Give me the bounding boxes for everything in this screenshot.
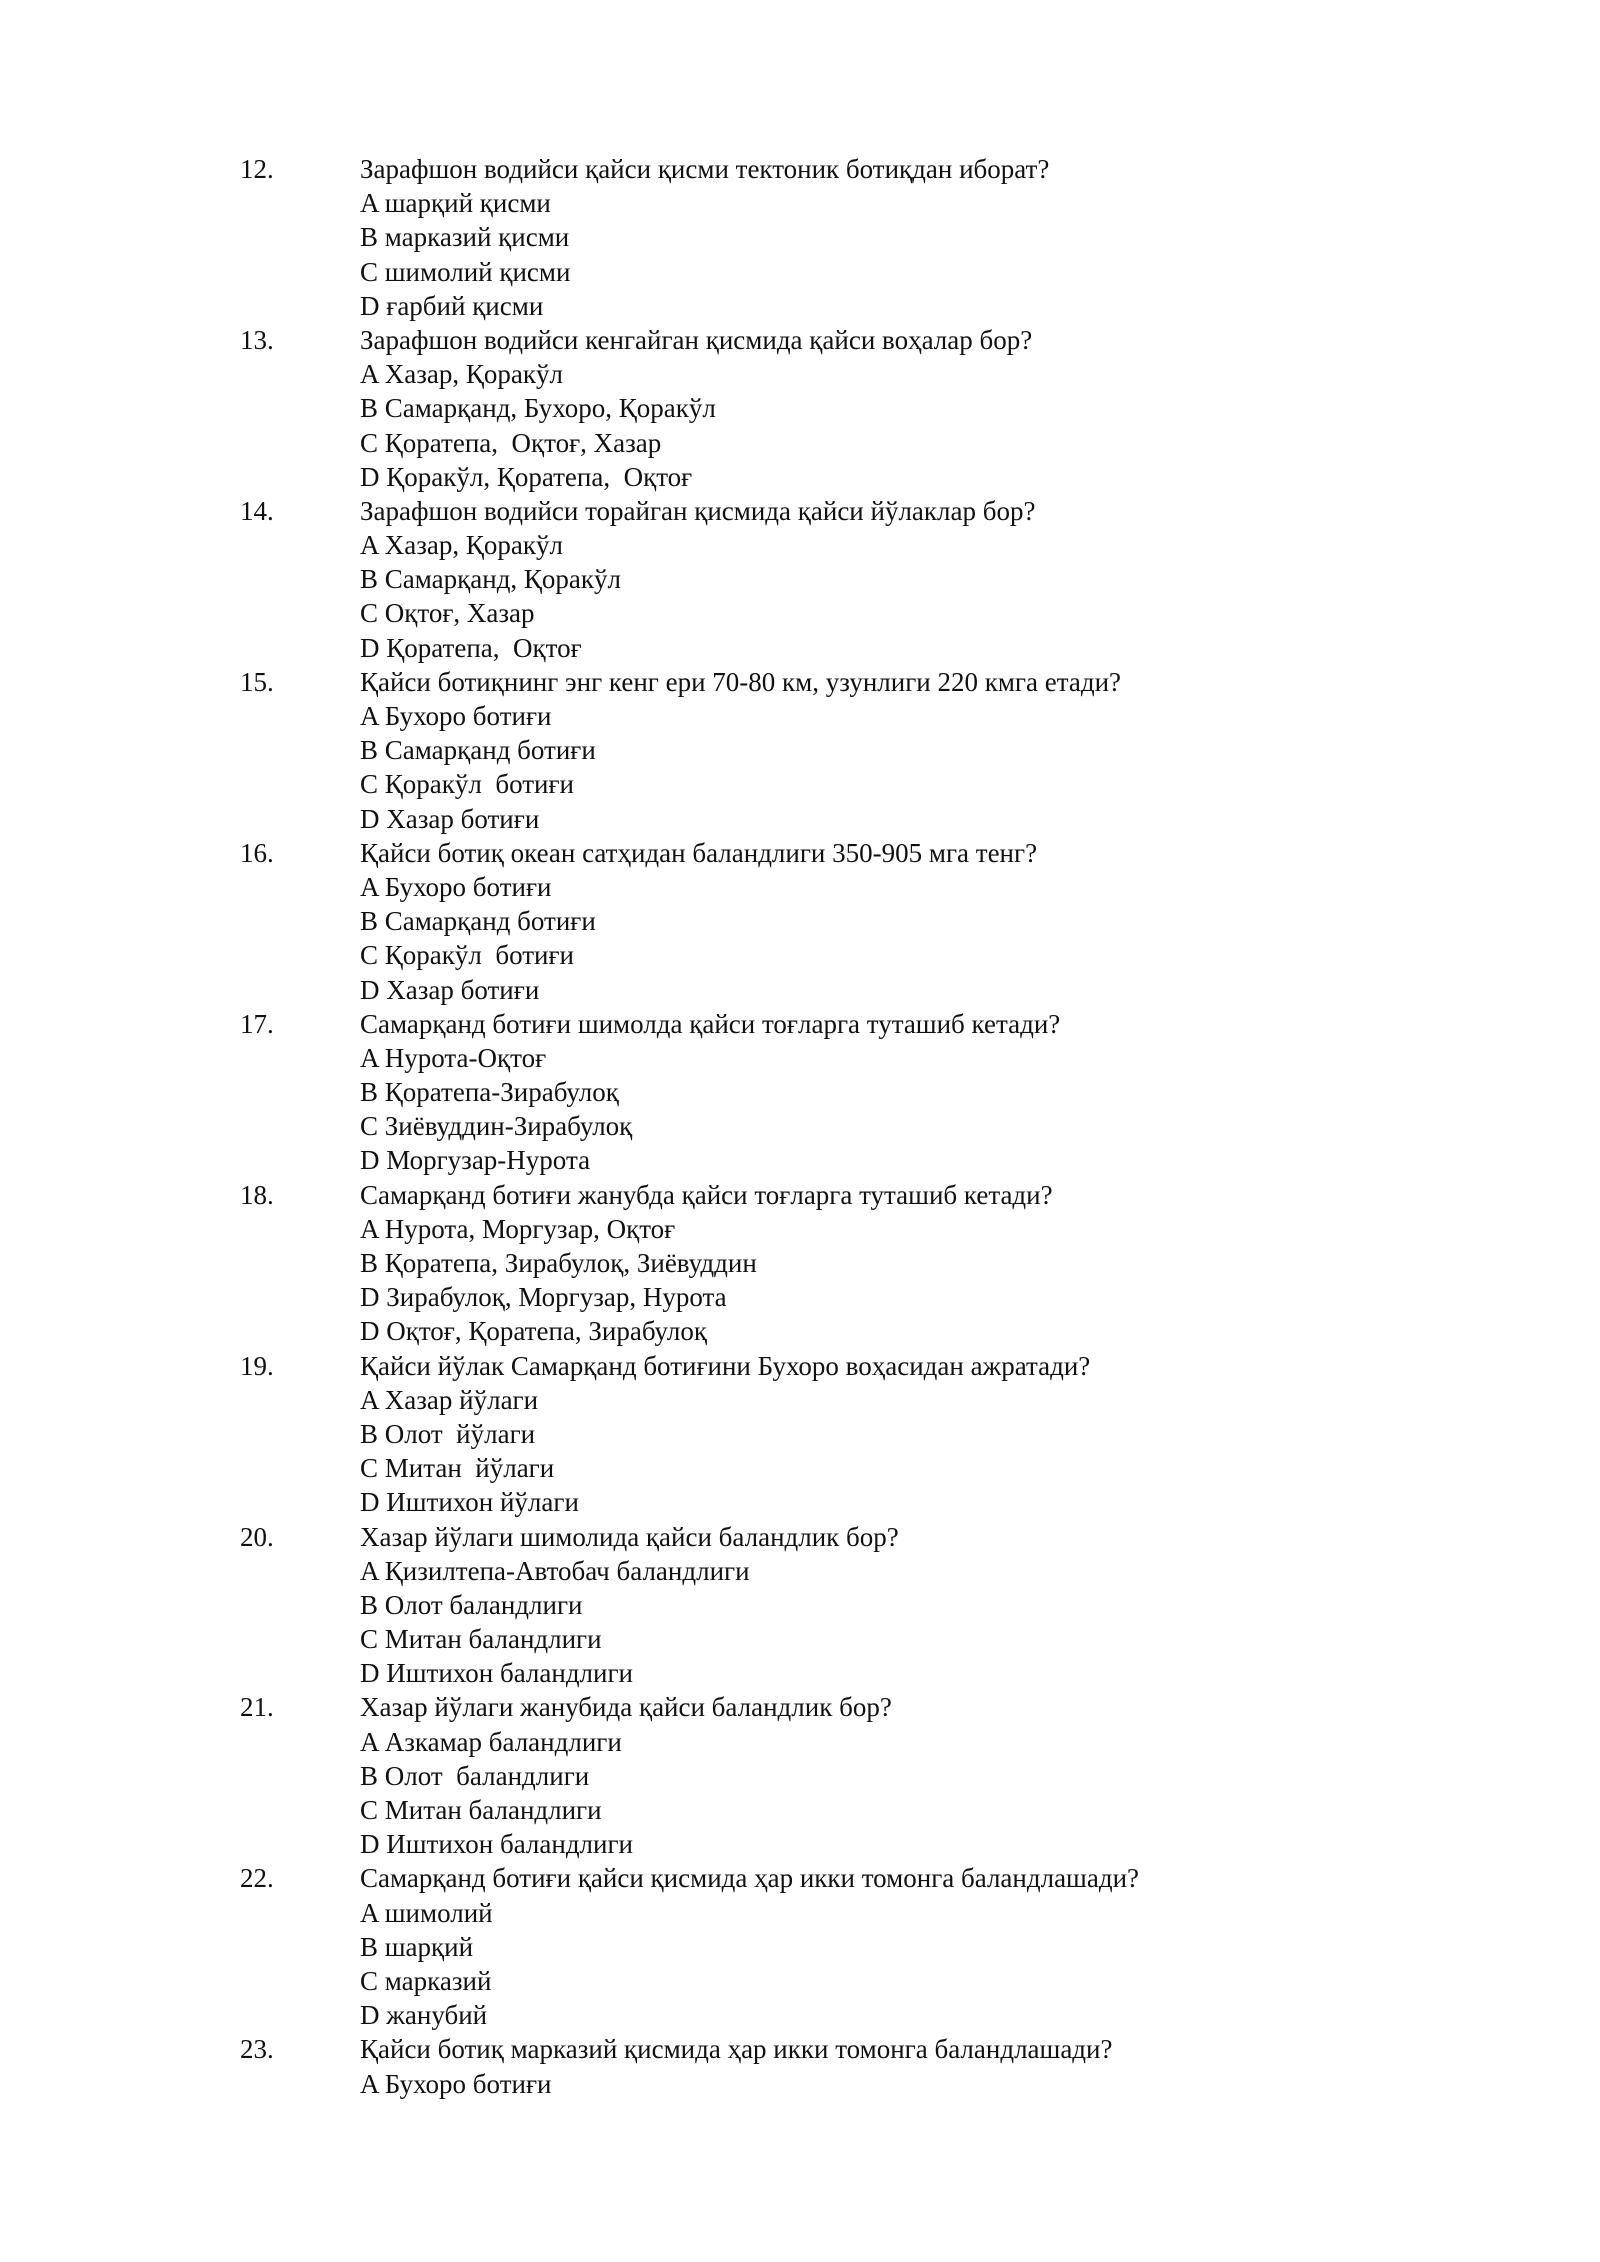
answer-options bbox=[240, 1554, 1420, 1691]
answer-option: A Бухоро ботиғи bbox=[360, 871, 552, 902]
question-text: Самарқанд ботиғи қайси қисмида ҳар икки томонга баландлашади? bbox=[360, 1863, 1140, 1894]
question-number: 21. bbox=[240, 1692, 274, 1723]
question-text: Қайси ботиқ океан сатҳидан баландлиги 350-905 мга тенг? bbox=[360, 837, 1038, 868]
answer-option: A Бухоро ботиғи bbox=[360, 701, 552, 731]
question-item bbox=[240, 1690, 1420, 1861]
question-item bbox=[240, 152, 1420, 323]
question-line bbox=[240, 665, 1420, 699]
question-item bbox=[240, 1178, 1420, 1349]
answer-option: C Қоракўл ботиғи bbox=[360, 769, 574, 800]
question-line bbox=[240, 1520, 1420, 1554]
answer-option: D Моргузар-Нурота bbox=[360, 1145, 591, 1176]
answer-option: A Хазар, Қоракўл bbox=[360, 359, 563, 390]
question-number: 17. bbox=[240, 1008, 274, 1039]
question-line bbox=[240, 1007, 1420, 1041]
question-number: 15. bbox=[240, 666, 274, 697]
answer-options bbox=[240, 699, 1420, 836]
answer-option: A Бухоро ботиғи bbox=[360, 2068, 552, 2099]
answer-option: A Хазар, Қоракўл bbox=[360, 530, 563, 561]
answer-options bbox=[240, 528, 1420, 665]
question-text: Хазар йўлаги жанубида қайси баландлик бор? bbox=[360, 1692, 892, 1723]
answer-option: B шарқий bbox=[360, 1931, 474, 1962]
question-line bbox=[240, 1178, 1420, 1212]
answer-option: B Самарқанд, Қоракўл bbox=[360, 564, 622, 595]
question-number: 18. bbox=[240, 1179, 274, 1210]
question-number: 19. bbox=[240, 1350, 274, 1381]
answer-option: C Қоракўл ботиғи bbox=[360, 940, 574, 971]
answer-option: D Қоратепа, Оқтоғ bbox=[360, 632, 582, 663]
answer-option: A Нурота-Оқтоғ bbox=[360, 1042, 547, 1073]
answer-option: B Самарқанд ботиғи bbox=[360, 735, 596, 766]
question-line bbox=[240, 1861, 1420, 1895]
answer-option: B Самарқанд ботиғи bbox=[360, 906, 596, 937]
question-text: Самарқанд ботиғи шимолда қайси тоғларга туташиб кетади? bbox=[360, 1008, 1061, 1039]
answer-options bbox=[240, 1212, 1420, 1349]
question-line bbox=[240, 494, 1420, 528]
answer-options bbox=[240, 1725, 1420, 1862]
answer-option: D Қоракўл, Қоратепа, Оқтоғ bbox=[360, 461, 693, 492]
answer-option: A Азкамар баландлиги bbox=[360, 1726, 622, 1757]
question-text: Самарқанд ботиғи жанубда қайси тоғларга туташиб кетади? bbox=[360, 1179, 1053, 1210]
answer-option: A Нурота, Моргузар, Оқтоғ bbox=[360, 1213, 676, 1244]
question-number: 20. bbox=[240, 1521, 274, 1552]
answer-option: C марказий bbox=[360, 1965, 492, 1996]
question-item bbox=[240, 1861, 1420, 2032]
answer-options bbox=[240, 357, 1420, 494]
answer-option: D жанубий bbox=[360, 2000, 488, 2031]
answer-options bbox=[240, 2067, 1420, 2101]
answer-option: D Иштихон йўлаги bbox=[360, 1487, 579, 1518]
answer-options bbox=[240, 1896, 1420, 2033]
question-item bbox=[240, 323, 1420, 494]
question-number: 12. bbox=[240, 154, 274, 184]
answer-option: C Оқтоғ, Хазар bbox=[360, 598, 535, 629]
answer-option: B Қоратепа-Зирабулоқ bbox=[360, 1077, 619, 1108]
answer-option: B Олот йўлаги bbox=[360, 1418, 536, 1449]
answer-option: B Қоратепа, Зирабулоқ, Зиёвуддин bbox=[360, 1248, 757, 1278]
answer-option: D Хазар ботиғи bbox=[360, 803, 540, 834]
answer-options bbox=[240, 186, 1420, 323]
question-line bbox=[240, 836, 1420, 870]
question-line bbox=[240, 152, 1420, 186]
answer-option: C шимолий қисми bbox=[360, 256, 571, 287]
answer-option: C Митан йўлаги bbox=[360, 1453, 555, 1484]
question-text: Зарафшон водийси кенгайган қисмида қайси воҳалар бор? bbox=[360, 324, 1033, 355]
question-item bbox=[240, 1007, 1420, 1178]
answer-options bbox=[240, 1383, 1420, 1520]
answer-option: C Зиёвуддин-Зирабулоқ bbox=[360, 1111, 633, 1142]
question-list bbox=[240, 152, 1420, 2101]
question-line bbox=[240, 2032, 1420, 2066]
answer-option: D Иштихон баландлиги bbox=[360, 1829, 634, 1860]
question-item bbox=[240, 2032, 1420, 2100]
question-number: 16. bbox=[240, 837, 274, 868]
question-text: Қайси ботиқ марказий қисмида ҳар икки томонга баландлашади? bbox=[360, 2034, 1113, 2065]
answer-options bbox=[240, 1041, 1420, 1178]
question-number: 22. bbox=[240, 1863, 274, 1894]
answer-option: A шимолий bbox=[360, 1897, 493, 1928]
answer-option: B марказий қисми bbox=[360, 222, 570, 253]
answer-option: C Қоратепа, Оқтоғ, Хазар bbox=[360, 427, 662, 458]
answer-option: B Самарқанд, Бухоро, Қоракўл bbox=[360, 393, 716, 424]
answer-option: C Митан баландлиги bbox=[360, 1624, 602, 1655]
question-item bbox=[240, 665, 1420, 836]
answer-option: D ғарбий қисми bbox=[360, 290, 544, 321]
question-text: Қайси йўлак Самарқанд ботиғини Бухоро воҳасидан ажратади? bbox=[360, 1350, 1091, 1381]
question-text: Хазар йўлаги шимолида қайси баландлик бор? bbox=[360, 1521, 899, 1552]
question-item bbox=[240, 494, 1420, 665]
answer-option: A шарқий қисми bbox=[360, 188, 551, 219]
question-item bbox=[240, 836, 1420, 1007]
answer-option: D Оқтоғ, Қоратепа, Зирабулоқ bbox=[360, 1316, 707, 1347]
question-item bbox=[240, 1520, 1420, 1691]
answer-options bbox=[240, 870, 1420, 1007]
answer-option: C Митан баландлиги bbox=[360, 1795, 602, 1825]
question-line bbox=[240, 1349, 1420, 1383]
question-number: 14. bbox=[240, 495, 274, 526]
answer-option: A Қизилтепа-Автобач баландлиги bbox=[360, 1555, 750, 1586]
answer-option: D Иштихон баландлиги bbox=[360, 1658, 634, 1689]
answer-option: D Зирабулоқ, Моргузар, Нурота bbox=[360, 1282, 727, 1313]
question-text: Қайси ботиқнинг энг кенг ери 70-80 км, узунлиги 220 кмга етади? bbox=[360, 666, 1122, 697]
answer-option: B Олот баландлиги bbox=[360, 1589, 583, 1620]
answer-option: A Хазар йўлаги bbox=[360, 1384, 539, 1415]
question-number: 13. bbox=[240, 324, 274, 355]
answer-option: B Олот баландлиги bbox=[360, 1760, 590, 1791]
question-text: Зарафшон водийси қайси қисми тектоник ботиқдан иборат? bbox=[360, 154, 1050, 184]
answer-option: D Хазар ботиғи bbox=[360, 974, 540, 1005]
question-line bbox=[240, 1690, 1420, 1724]
question-number: 23. bbox=[240, 2034, 274, 2065]
question-line bbox=[240, 323, 1420, 357]
question-text: Зарафшон водийси торайган қисмида қайси йўлаклар бор? bbox=[360, 495, 1036, 526]
question-item bbox=[240, 1349, 1420, 1520]
